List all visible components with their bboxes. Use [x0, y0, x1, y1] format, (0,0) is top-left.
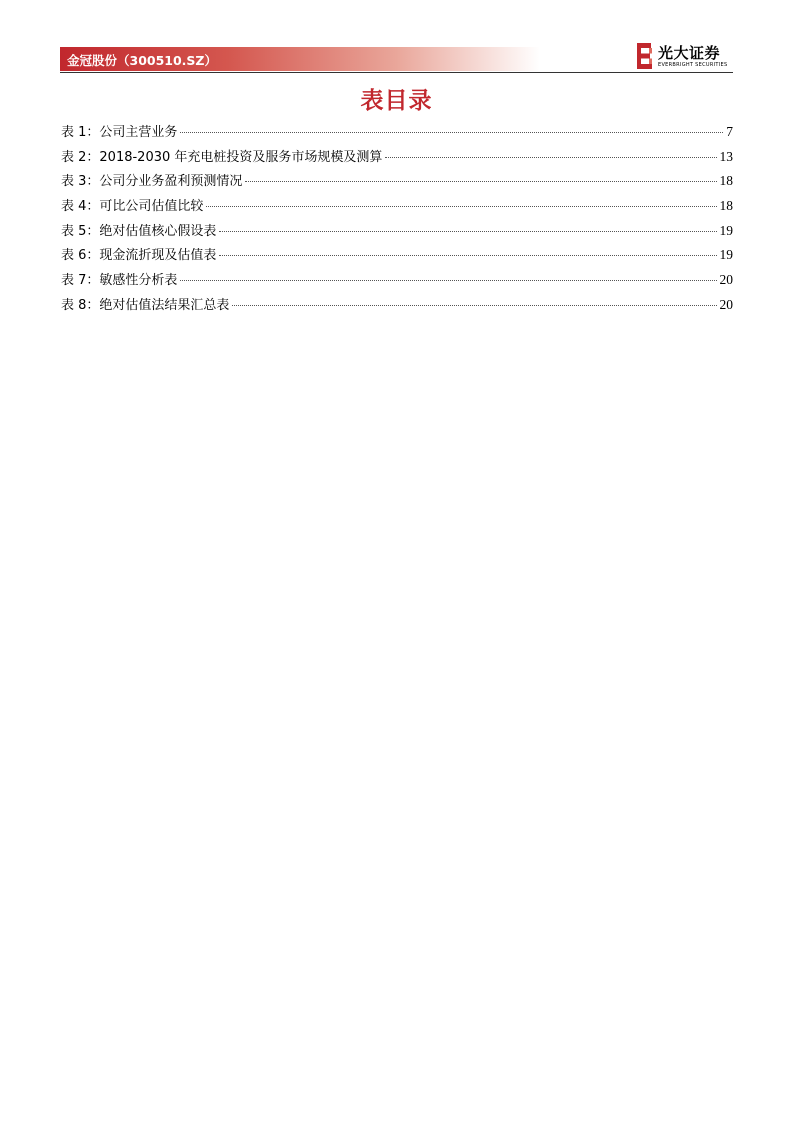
toc-item[interactable]	[61, 270, 733, 295]
toc-item[interactable]	[61, 245, 733, 270]
toc-item-page: 19	[719, 222, 733, 238]
toc-item-page: 13	[719, 148, 733, 164]
toc-item[interactable]	[61, 147, 733, 172]
toc-item[interactable]	[61, 122, 733, 147]
toc-item-page: 20	[719, 296, 733, 312]
page-title: 表目录	[360, 88, 433, 114]
toc-leader-dots	[385, 157, 716, 158]
table-of-tables	[61, 122, 733, 320]
header-divider	[60, 72, 733, 73]
toc-item[interactable]	[61, 171, 733, 196]
logo-text: 光大证券	[658, 44, 721, 62]
toc-item-label: 表 5：绝对估值核心假设表	[61, 223, 217, 239]
toc-item-page: 18	[719, 173, 733, 189]
toc-leader-dots	[245, 181, 716, 182]
toc-leader-dots	[219, 255, 716, 256]
everbright-logo	[636, 42, 736, 70]
report-header-title: 金冠股份（300510.SZ）	[67, 53, 218, 68]
toc-leader-dots	[180, 132, 723, 133]
toc-leader-dots	[232, 305, 716, 306]
toc-item-label: 表 2：2018-2030 年充电桩投资及服务市场规模及测算	[61, 149, 383, 165]
toc-item[interactable]	[61, 196, 733, 221]
toc-item-label: 表 1：公司主营业务	[61, 125, 178, 140]
toc-item[interactable]	[61, 295, 733, 320]
logo-subtext: EVERBRIGHT SECURITIES	[658, 62, 728, 68]
toc-item-page: 20	[719, 272, 733, 288]
toc-item-label: 表 4：可比公司估值比较	[61, 199, 204, 215]
toc-item-label: 表 8：绝对估值法结果汇总表	[61, 297, 230, 313]
toc-item-label: 表 6：现金流折现及估值表	[61, 248, 217, 264]
toc-item-label: 表 7：敏感性分析表	[61, 273, 178, 289]
everbright-logo-icon	[636, 42, 654, 70]
toc-leader-dots	[180, 280, 716, 281]
toc-item-page: 7	[726, 124, 733, 139]
toc-leader-dots	[219, 231, 716, 232]
toc-leader-dots	[206, 206, 716, 207]
toc-item-label: 表 3：公司分业务盈利预测情况	[61, 174, 243, 190]
toc-item[interactable]	[61, 221, 733, 246]
toc-item-page: 19	[719, 247, 733, 263]
toc-item-page: 18	[719, 198, 733, 214]
